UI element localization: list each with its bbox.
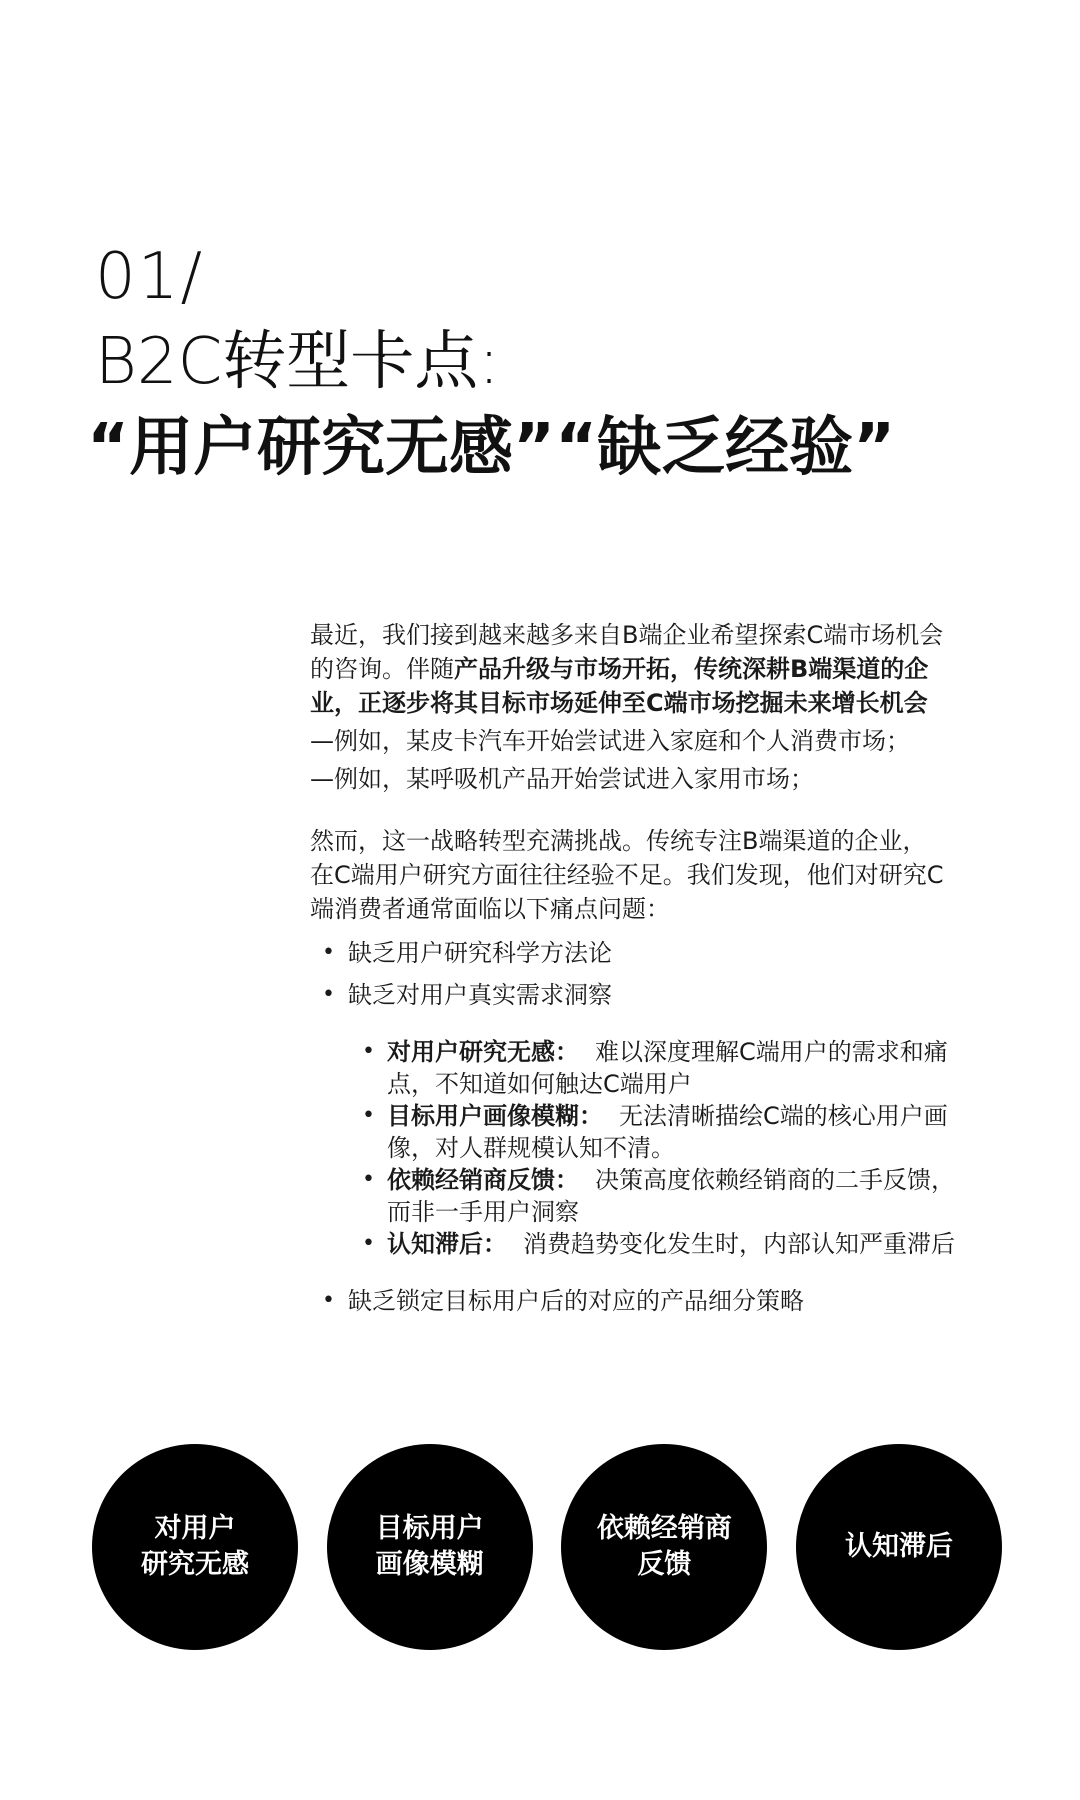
sub-item-text: 像，对人群规模认知不清。	[387, 1134, 675, 1162]
sub-list-item	[310, 1036, 1010, 1100]
challenge-line: 端消费者通常面临以下痛点问题：	[310, 895, 670, 923]
section-headline: “用户研究无感”“缺乏经验”	[87, 411, 896, 485]
hero-heading	[87, 235, 896, 491]
circle-label: 研究无感	[141, 1549, 249, 1580]
intro-line	[310, 652, 1010, 686]
intro-emphasis: 产品升级与市场开拓，传统深耕B端渠道的企	[454, 655, 929, 683]
circle-label: 画像模糊	[375, 1549, 484, 1580]
pain-circle	[92, 1444, 298, 1650]
sub-item-term: 目标用户画像模糊：	[387, 1102, 603, 1130]
list-item: • 缺乏对用户真实需求洞察	[310, 978, 1010, 1012]
list-item: • 缺乏锁定目标用户后的对应的产品细分策略	[310, 1284, 1010, 1318]
circle-label: 认知滞后	[844, 1531, 953, 1562]
example-line: —例如，某呼吸机产品开始尝试进入家用市场；	[310, 765, 814, 793]
circle-label: 对用户	[154, 1513, 236, 1544]
sub-item-term: 对用户研究无感：	[387, 1038, 579, 1066]
sub-item-term: 认知滞后：	[387, 1230, 507, 1258]
sub-item-text: 点，不知道如何触达C端用户	[387, 1070, 692, 1098]
challenge-line: 然而，这一战略转型充满挑战。传统专注B端渠道的企业，	[310, 827, 927, 855]
challenge-line: 在C端用户研究方面往往经验不足。我们发现，他们对研究C	[310, 861, 944, 889]
intro-paragraph	[310, 618, 1010, 796]
sub-item-text: 消费趋势变化发生时，内部认知严重滞后	[523, 1230, 955, 1258]
pain-circle	[796, 1444, 1002, 1650]
spacer	[310, 796, 1010, 824]
section-subtitle: B2C转型卡点:	[95, 325, 500, 399]
intro-plain: 的咨询。伴随	[310, 655, 454, 683]
pain-circle	[327, 1444, 533, 1650]
sub-list-item	[310, 1228, 1010, 1260]
pain-point-list	[310, 936, 1010, 1012]
list-item: • 缺乏用户研究科学方法论	[310, 936, 1010, 970]
pain-point-list	[310, 1284, 1010, 1318]
circle-label: 反馈	[637, 1549, 692, 1580]
section-number: 01/	[95, 240, 204, 314]
circle-label: 依赖经销商	[596, 1513, 732, 1544]
sub-item-text: 无法清晰描绘C端的核心用户画	[619, 1102, 948, 1130]
sub-list-item	[310, 1100, 1010, 1164]
sub-item-term: 依赖经销商反馈：	[387, 1166, 579, 1194]
sub-item-text: 难以深度理解C端用户的需求和痛	[595, 1038, 948, 1066]
intro-emphasis-line: 业，正逐步将其目标市场延伸至C端市场挖掘未来增长机会	[310, 689, 928, 717]
pain-point-circles	[92, 1444, 1002, 1650]
sub-list-item	[310, 1164, 1010, 1228]
sub-point-list	[310, 1036, 1010, 1260]
example-line: —例如，某皮卡汽车开始尝试进入家庭和个人消费市场；	[310, 727, 910, 755]
body-text	[310, 618, 1010, 1326]
intro-line: 最近，我们接到越来越多来自B端企业希望探索C端市场机会	[310, 621, 944, 649]
pain-circle	[561, 1444, 767, 1650]
challenge-paragraph	[310, 824, 1010, 926]
sub-item-text: 决策高度依赖经销商的二手反馈，	[595, 1166, 955, 1194]
sub-item-text: 而非一手用户洞察	[387, 1198, 579, 1226]
circle-label: 目标用户	[375, 1513, 484, 1544]
